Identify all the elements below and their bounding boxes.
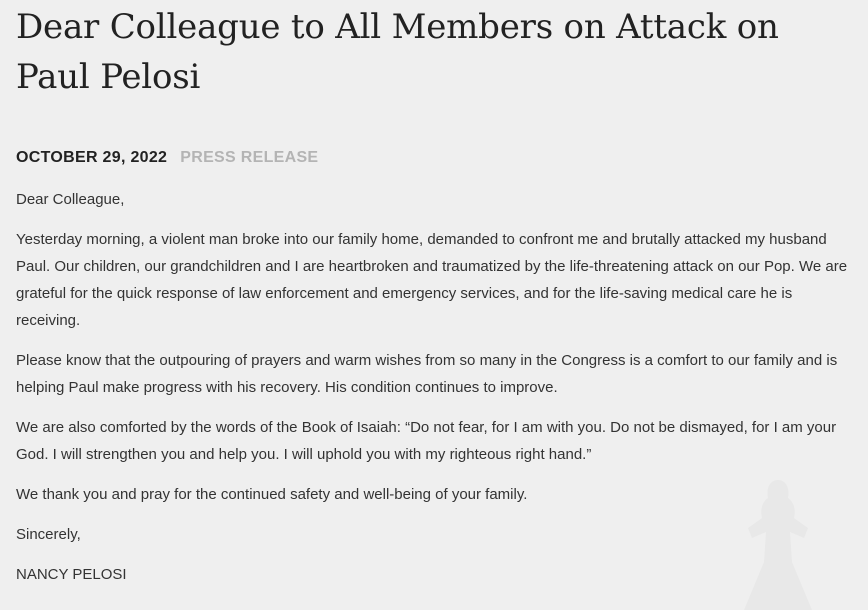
page-title: Dear Colleague to All Members on Attack on Paul Pelosi	[16, 7, 779, 97]
paragraph: Please know that the outpouring of prayers and warm wishes from so many in the Congress is a comfort to our family and is helping Paul make progress with his recovery. His condition continues to improve.	[16, 352, 838, 396]
closing: Sincerely,	[16, 526, 81, 543]
release-date: OCTOBER 29, 2022	[16, 149, 168, 166]
signature: NANCY PELOSI	[16, 566, 127, 583]
salutation: Dear Colleague,	[16, 191, 125, 208]
paragraph: We thank you and pray for the continued safety and well-being of your family.	[16, 486, 528, 503]
press-release-article	[16, 0, 856, 601]
category-link-press-release[interactable]: PRESS RELEASE	[180, 149, 319, 166]
article-body	[16, 186, 856, 588]
paragraph: We are also comforted by the words of the Book of Isaiah: “Do not fear, for I am with you. Do not be dismayed, for I am your God. I will strengthen you and help you. I will uphold you with my righteous right hand.”	[16, 419, 837, 463]
article-meta	[16, 146, 856, 170]
paragraph: Yesterday morning, a violent man broke into our family home, demanded to confront me and brutally attacked my husband Paul. Our children, our grandchildren and I are heartbroken and traumatized by the life-threatening attack on our Pop. We are grateful for the quick response of law enforcement and emergency services, and for the life-saving medical care he is receiving.	[16, 231, 848, 329]
